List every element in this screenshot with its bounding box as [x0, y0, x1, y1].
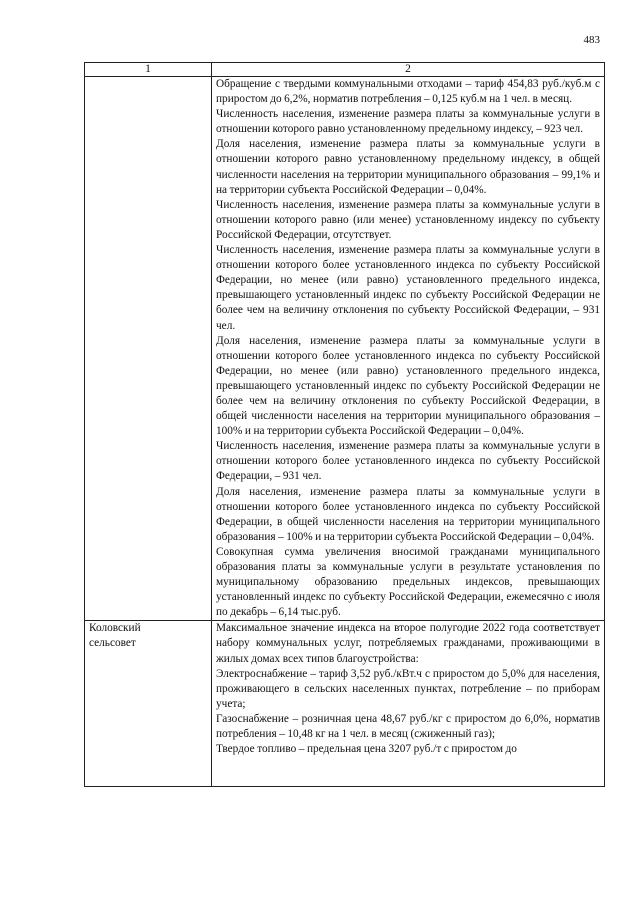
paragraph: Газоснабжение – розничная цена 48,67 руб./кг с приростом до 6,0%, норматив потребления – 10,48 кг на 1 чел. в месяц (сжиженный газ); [216, 712, 600, 741]
column-header-1: 1 [85, 63, 212, 77]
paragraph: Обращение с твердыми коммунальными отходами – тариф 454,83 руб./куб.м с приростом до 6,2%, норматив потребления – 0,125 куб.м на 1 чел. в месяц. [216, 78, 600, 106]
paragraph: Численность населения, изменение размера платы за коммунальные услуги в отношении которого равно (или менее) установленному индексу по субъекту Российской Федерации, отсутствует. [216, 198, 600, 241]
description-cell [212, 621, 605, 787]
table-row [85, 621, 605, 787]
municipality-cell [85, 621, 212, 787]
municipality-name-line: сельсовет [89, 637, 136, 650]
paragraph: Численность населения, изменение размера платы за коммунальные услуги в отношении которого более установленного индекса по субъекту Российской Федерации, – 931 чел. [216, 440, 600, 483]
paragraph: Электроснабжение – тариф 3,52 руб./кВт.ч с приростом до 5,0% для населения, проживающего в сельских населенных пунктах, потребление – по приборам учета; [216, 667, 600, 710]
municipality-cell [85, 77, 212, 621]
paragraph: Совокупная сумма увеличения вносимой гражданами муниципального образования платы за коммунальные услуги в результате установления по муниципальному образованию предельных индексов, превышающих установленный индекс по субъекту Российской Федерации, ежемесячно с июля по декабрь – 6,14 тыс.руб. [216, 545, 600, 619]
municipality-name-line: Коловский [89, 622, 141, 635]
paragraph: Максимальное значение индекса на второе полугодие 2022 года соответствует набору коммунальных услуг, потребляемых гражданами, проживающими в жилых домах всех типов благоустройства: [216, 622, 600, 665]
paragraph: Доля населения, изменение размера платы за коммунальные услуги в отношении которого более установленного индекса по субъекту Российской Федерации, но менее (или равно) установленного предельного индекса, превышающего установленный индекс по субъекту Российской Федерации не более чем на величину отклонения по субъекту Российской Федерации, в общей численности населения на территории муниципального образования – 100% и на территории субъекта Российской Федерации – 0,04%. [216, 334, 600, 438]
document-table [84, 62, 605, 787]
page-number: 483 [583, 34, 600, 46]
paragraph: Доля населения, изменение размера платы за коммунальные услуги в отношении которого равно установленному предельному индексу, в общей численности населения на территории муниципального образования – 99,1% и на территории субъекта Российской Федерации – 0,04%. [216, 138, 600, 196]
column-header-2: 2 [212, 63, 605, 77]
paragraph: Численность населения, изменение размера платы за коммунальные услуги в отношении которого более установленного индекса по субъекту Российской Федерации, но менее (или равно) установленного предельного индекса, превышающего установленный индекс по субъекту Российской Федерации не более чем на величину отклонения по субъекту Российской Федерации, – 931 чел. [216, 244, 600, 332]
table-row [85, 77, 605, 621]
paragraph: Доля населения, изменение размера платы за коммунальные услуги в отношении которого более установленного индекса по субъекту Российской Федерации, в общей численности населения на территории муниципального образования – 100% и на территории субъекта Российской Федерации – 0,04%. [216, 485, 600, 543]
paragraph: Твердое топливо – предельная цена 3207 руб./т с приростом до [216, 743, 517, 756]
description-cell [212, 77, 605, 621]
description-cell-content [216, 621, 600, 786]
table-header-row [85, 63, 605, 77]
paragraph: Численность населения, изменение размера платы за коммунальные услуги в отношении которого равно установленному предельному индексу, – 923 чел. [216, 108, 600, 136]
